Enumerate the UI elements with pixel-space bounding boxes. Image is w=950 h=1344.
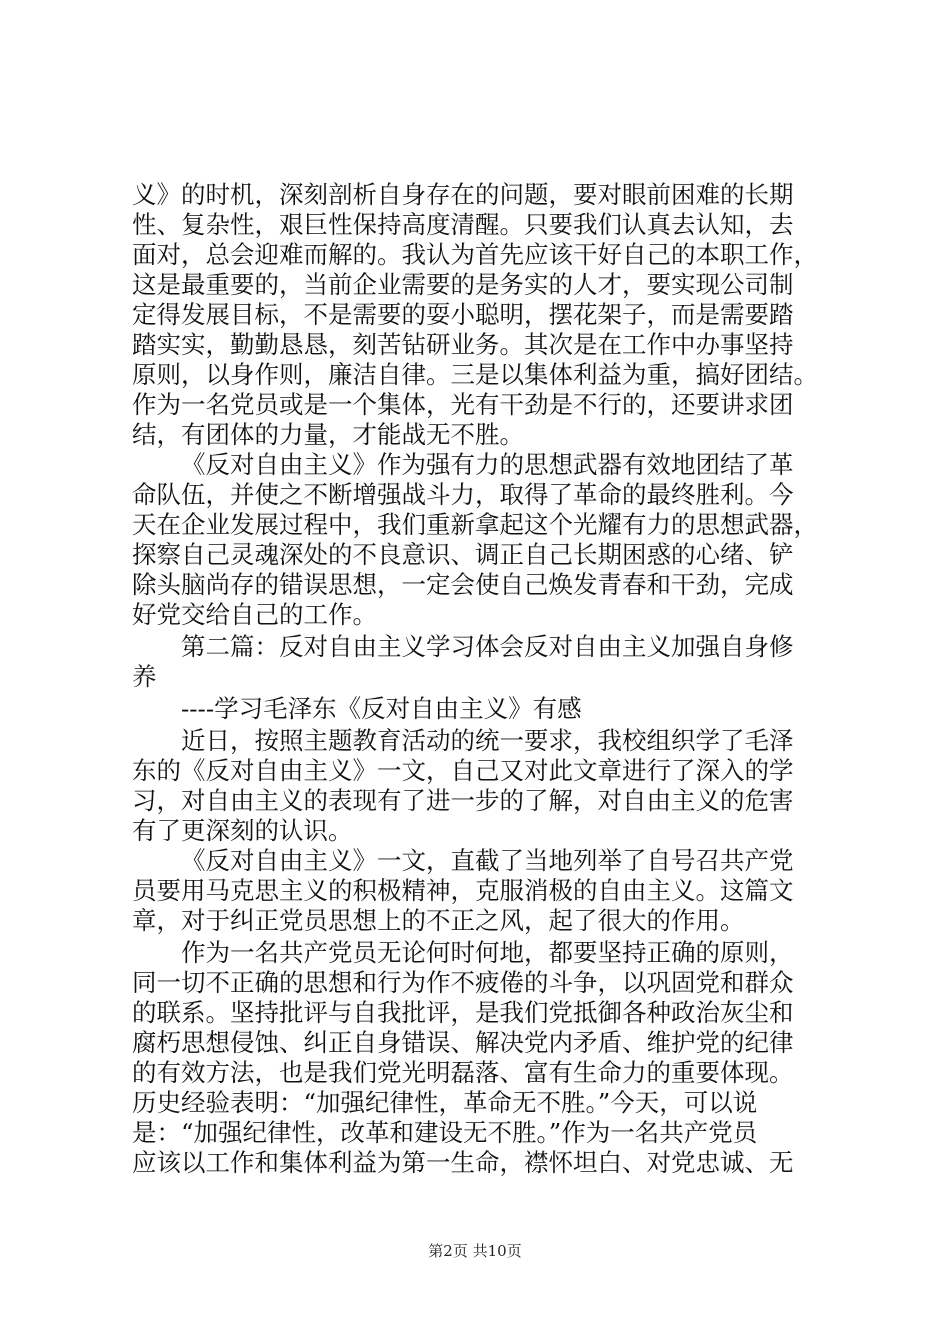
text-line: 是：“加强纪律性，改革和建设无不胜。”作为一名共产党员: [132, 1118, 758, 1147]
text-line: 的有效方法，也是我们党光明磊落、富有生命力的重要体现。: [132, 1058, 794, 1087]
section-heading: 第二篇：反对自由主义学习体会反对自由主义加强自身修: [181, 632, 794, 661]
text-line: 探察自己灵魂深处的不良意识、调正自己长期困惑的心绪、铲: [132, 540, 794, 569]
text-line: 习，对自由主义的表现有了进一步的了解，对自由主义的危害: [132, 786, 794, 815]
text-line: 结，有团体的力量，才能战无不胜。: [132, 420, 524, 449]
section-subtitle: ----学习毛泽东《反对自由主义》有感: [181, 694, 582, 723]
text-line: 有了更深刻的认识。: [132, 816, 353, 845]
text-line: 好党交给自己的工作。: [132, 600, 377, 629]
text-line: 章，对于纠正党员思想上的不正之风，起了很大的作用。: [132, 906, 745, 935]
text-line: 性、复杂性，艰巨性保持高度清醒。只要我们认真去认知，去: [132, 210, 794, 239]
text-line: 这是最重要的，当前企业需要的是务实的人才，要实现公司制: [132, 270, 794, 299]
text-line: 义》的时机，深刻剖析自身存在的问题，要对眼前困难的长期: [132, 180, 794, 209]
paragraph-first-line: 近日，按照主题教育活动的统一要求，我校组织学了毛泽: [181, 726, 794, 755]
text-line: 同一切不正确的思想和行为作不疲倦的斗争，以巩固党和群众: [132, 968, 794, 997]
text-line: 的联系。坚持批评与自我批评，是我们党抵御各种政治灰尘和: [132, 998, 794, 1027]
paragraph-first-line: 《反对自由主义》一文，直截了当地列举了自号召共产党: [181, 846, 794, 875]
section-heading-continued: 养: [132, 662, 157, 691]
paragraph-first-line: 《反对自由主义》作为强有力的思想武器有效地团结了革: [181, 450, 794, 479]
text-line: 命队伍，并使之不断增强战斗力，取得了革命的最终胜利。今: [132, 480, 794, 509]
page-number-footer: 第2页 共10页: [428, 1242, 522, 1260]
text-line: 天在企业发展过程中，我们重新拿起这个光耀有力的思想武器，: [132, 510, 818, 539]
text-line: 腐朽思想侵蚀、纠正自身错误、解决党内矛盾、维护党的纪律: [132, 1028, 794, 1057]
text-line: 作为一名党员或是一个集体，光有干劲是不行的，还要讲求团: [132, 390, 794, 419]
text-line: 原则，以身作则，廉洁自律。三是以集体利益为重，搞好团结。: [132, 360, 818, 389]
text-line: 除头脑尚存的错误思想，一定会使自己焕发青春和干劲，完成: [132, 570, 794, 599]
text-line: 踏实实，勤勤恳恳，刻苦钻研业务。其次是在工作中办事坚持: [132, 330, 794, 359]
paragraph-first-line: 作为一名共产党员无论何时何地，都要坚持正确的原则，: [181, 938, 794, 967]
text-line: 应该以工作和集体利益为第一生命，襟怀坦白、对党忠诚、无: [132, 1148, 794, 1177]
text-line: 定得发展目标，不是需要的耍小聪明，摆花架子，而是需要踏: [132, 300, 794, 329]
text-line: 东的《反对自由主义》一文，自己又对此文章进行了深入的学: [132, 756, 794, 785]
text-line: 员要用马克思主义的积极精神，克服消极的自由主义。这篇文: [132, 876, 794, 905]
text-line: 历史经验表明：“加强纪律性，革命无不胜。”今天，可以说: [132, 1088, 758, 1117]
text-line: 面对，总会迎难而解的。我认为首先应该干好自己的本职工作，: [132, 240, 818, 269]
